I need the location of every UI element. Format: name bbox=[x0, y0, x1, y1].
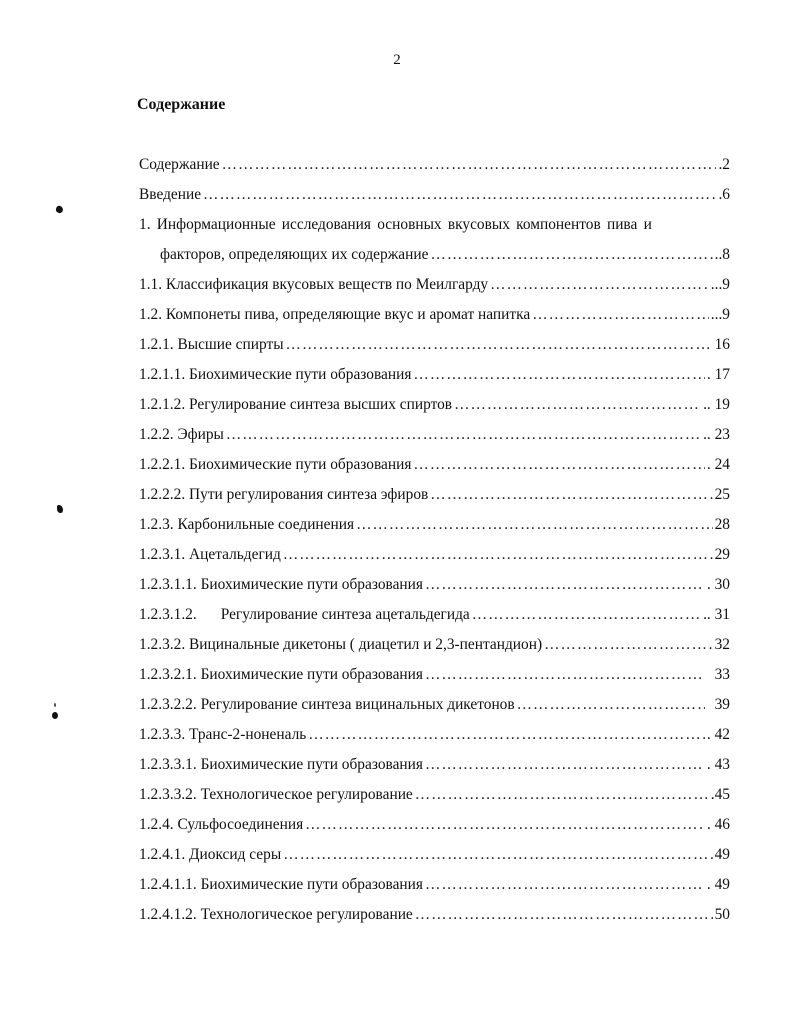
toc-entry-page: 49 bbox=[714, 846, 730, 863]
dot-leader bbox=[286, 330, 713, 360]
toc-entry bbox=[139, 780, 730, 810]
page-number: 2 bbox=[393, 52, 401, 68]
toc-entry-page: . 49 bbox=[706, 876, 730, 893]
toc-entry-page: . 30 bbox=[706, 576, 730, 593]
toc-entry bbox=[139, 390, 730, 420]
toc-entry-page: 16 bbox=[714, 336, 730, 353]
dot-leader bbox=[425, 870, 705, 900]
toc-entry-number: 1.2.3.1.2. bbox=[139, 606, 197, 623]
toc-entry bbox=[139, 480, 730, 510]
toc-entry-title: 1.2.3.1. Ацетальдегид bbox=[139, 546, 281, 563]
toc-entry-page: . 43 bbox=[706, 756, 730, 773]
toc-entry-page: .. 19 bbox=[703, 396, 730, 413]
toc-entry bbox=[139, 420, 730, 450]
dot-leader bbox=[413, 450, 704, 480]
table-of-contents bbox=[139, 150, 730, 930]
toc-entry bbox=[139, 450, 730, 480]
toc-entry-page: 25 bbox=[714, 486, 730, 503]
toc-entry-title: 1.2.3.3. Транс-2-ноненаль bbox=[139, 726, 307, 743]
toc-entry-page: 29 bbox=[714, 546, 730, 563]
toc-entry bbox=[139, 570, 730, 600]
toc-entry bbox=[139, 210, 730, 240]
toc-entry-title: Содержание bbox=[139, 156, 220, 173]
toc-entry-title: 1.2.4.1. Диоксид серы bbox=[139, 846, 282, 863]
dot-leader bbox=[308, 720, 705, 750]
toc-entry bbox=[139, 870, 730, 900]
toc-entry-title: 1. Информационные исследования основных вкусовых компонентов пива и bbox=[139, 216, 652, 233]
toc-entry-title: 1.2. Компонеты пива, определяющие вкус и аромат напитка bbox=[139, 306, 531, 323]
toc-entry-title: 1.2.1.2. Регулирование синтеза высших спиртов bbox=[139, 396, 453, 413]
toc-entry-title bbox=[139, 600, 470, 630]
toc-entry-page: ..8 bbox=[714, 246, 730, 263]
toc-entry bbox=[139, 630, 730, 660]
toc-entry-title: 1.2.3.2.2. Регулирование синтеза вицинальных дикетонов bbox=[139, 696, 515, 713]
toc-entry-page: 39 bbox=[706, 696, 730, 713]
toc-entry bbox=[139, 540, 730, 570]
toc-entry-title: 1.2.1. Высшие спирты bbox=[139, 336, 284, 353]
toc-entry bbox=[139, 840, 730, 870]
toc-entry-title: 1.2.3.1.1. Биохимические пути образования bbox=[139, 576, 423, 593]
dot-leader bbox=[532, 300, 709, 330]
toc-entry-page: 33 bbox=[706, 666, 730, 683]
toc-entry-title: 1.2.2.2. Пути регулирования синтеза эфиров bbox=[139, 486, 429, 503]
scan-speck bbox=[54, 703, 56, 707]
toc-entry bbox=[139, 270, 730, 300]
toc-entry-continuation bbox=[139, 240, 730, 270]
toc-entry-page: . 24 bbox=[706, 456, 730, 473]
dot-leader bbox=[203, 180, 716, 210]
toc-entry-page: . 17 bbox=[706, 366, 730, 383]
toc-entry bbox=[139, 660, 730, 690]
dot-leader bbox=[425, 570, 705, 600]
scan-speck bbox=[55, 205, 64, 214]
dot-leader bbox=[517, 690, 705, 720]
dot-leader bbox=[430, 480, 712, 510]
scan-speck bbox=[52, 712, 58, 719]
toc-entry-title: Введение bbox=[139, 186, 202, 203]
toc-entry-page: 32 bbox=[714, 636, 730, 653]
page-title: Содержание bbox=[137, 96, 226, 113]
dot-leader bbox=[356, 510, 713, 540]
dot-leader bbox=[454, 390, 701, 420]
toc-entry-page: 28 bbox=[714, 516, 730, 533]
dot-leader bbox=[226, 420, 701, 450]
toc-entry-page: 50 bbox=[714, 906, 730, 923]
toc-entry-page: .. 23 bbox=[703, 426, 730, 443]
toc-entry-page: .45 bbox=[710, 786, 730, 803]
dot-leader bbox=[283, 540, 713, 570]
toc-entry-page: ...9 bbox=[710, 306, 730, 323]
toc-entry-title: 1.2.2. Эфиры bbox=[139, 426, 224, 443]
toc-entry bbox=[139, 330, 730, 360]
toc-entry bbox=[139, 360, 730, 390]
toc-entry-title: 1.2.3.3.2. Технологическое регулирование bbox=[139, 786, 413, 803]
dot-leader bbox=[415, 900, 713, 930]
toc-entry-page: .6 bbox=[718, 186, 730, 203]
dot-leader bbox=[425, 750, 705, 780]
toc-entry bbox=[139, 810, 730, 840]
toc-entry-title: факторов, определяющих их содержание bbox=[160, 246, 429, 263]
toc-entry bbox=[139, 600, 730, 630]
toc-entry-page: ...9 bbox=[710, 276, 730, 293]
toc-entry-title: 1.2.4.1.1. Биохимические пути образования bbox=[139, 876, 423, 893]
toc-entry bbox=[139, 510, 730, 540]
dot-leader bbox=[544, 630, 713, 660]
toc-entry bbox=[139, 720, 730, 750]
toc-entry-title: 1.2.3.2.1. Биохимические пути образования bbox=[139, 666, 423, 683]
toc-entry-title: 1.2.2.1. Биохимические пути образования bbox=[139, 456, 412, 473]
toc-entry-title: 1.2.4. Сульфосоединения bbox=[139, 816, 304, 833]
dot-leader bbox=[472, 600, 701, 630]
toc-entry-text: Регулирование синтеза ацетальдегида bbox=[220, 606, 470, 623]
toc-entry-page: . 46 bbox=[706, 816, 730, 833]
dot-leader bbox=[430, 240, 712, 270]
toc-entry-title: 1.1. Классификация вкусовых веществ по Меилгарду bbox=[139, 276, 489, 293]
toc-entry-page: .. 31 bbox=[703, 606, 730, 623]
toc-entry bbox=[139, 900, 730, 930]
toc-entry bbox=[139, 690, 730, 720]
toc-entry-page: . 42 bbox=[706, 726, 730, 743]
toc-entry-title: 1.2.1.1. Биохимические пути образования bbox=[139, 366, 412, 383]
dot-leader bbox=[415, 780, 709, 810]
scan-speck bbox=[57, 505, 63, 513]
toc-entry bbox=[139, 180, 730, 210]
toc-entry-title: 1.2.3.3.1. Биохимические пути образования bbox=[139, 756, 423, 773]
toc-entry bbox=[139, 150, 730, 180]
toc-entry-title: 1.2.3.2. Вицинальные дикетоны ( диацетил и 2,3-пентандион) bbox=[139, 636, 543, 653]
dot-leader bbox=[490, 270, 709, 300]
toc-entry bbox=[139, 300, 730, 330]
dot-leader bbox=[425, 660, 705, 690]
dot-leader bbox=[305, 810, 705, 840]
toc-entry-title: 1.2.3. Карбонильные соединения bbox=[139, 516, 355, 533]
dot-leader bbox=[413, 360, 704, 390]
dot-leader bbox=[283, 840, 712, 870]
toc-entry bbox=[139, 750, 730, 780]
toc-entry-page: .2 bbox=[718, 156, 730, 173]
dot-leader bbox=[222, 150, 717, 180]
toc-entry-title: 1.2.4.1.2. Технологическое регулирование bbox=[139, 906, 413, 923]
